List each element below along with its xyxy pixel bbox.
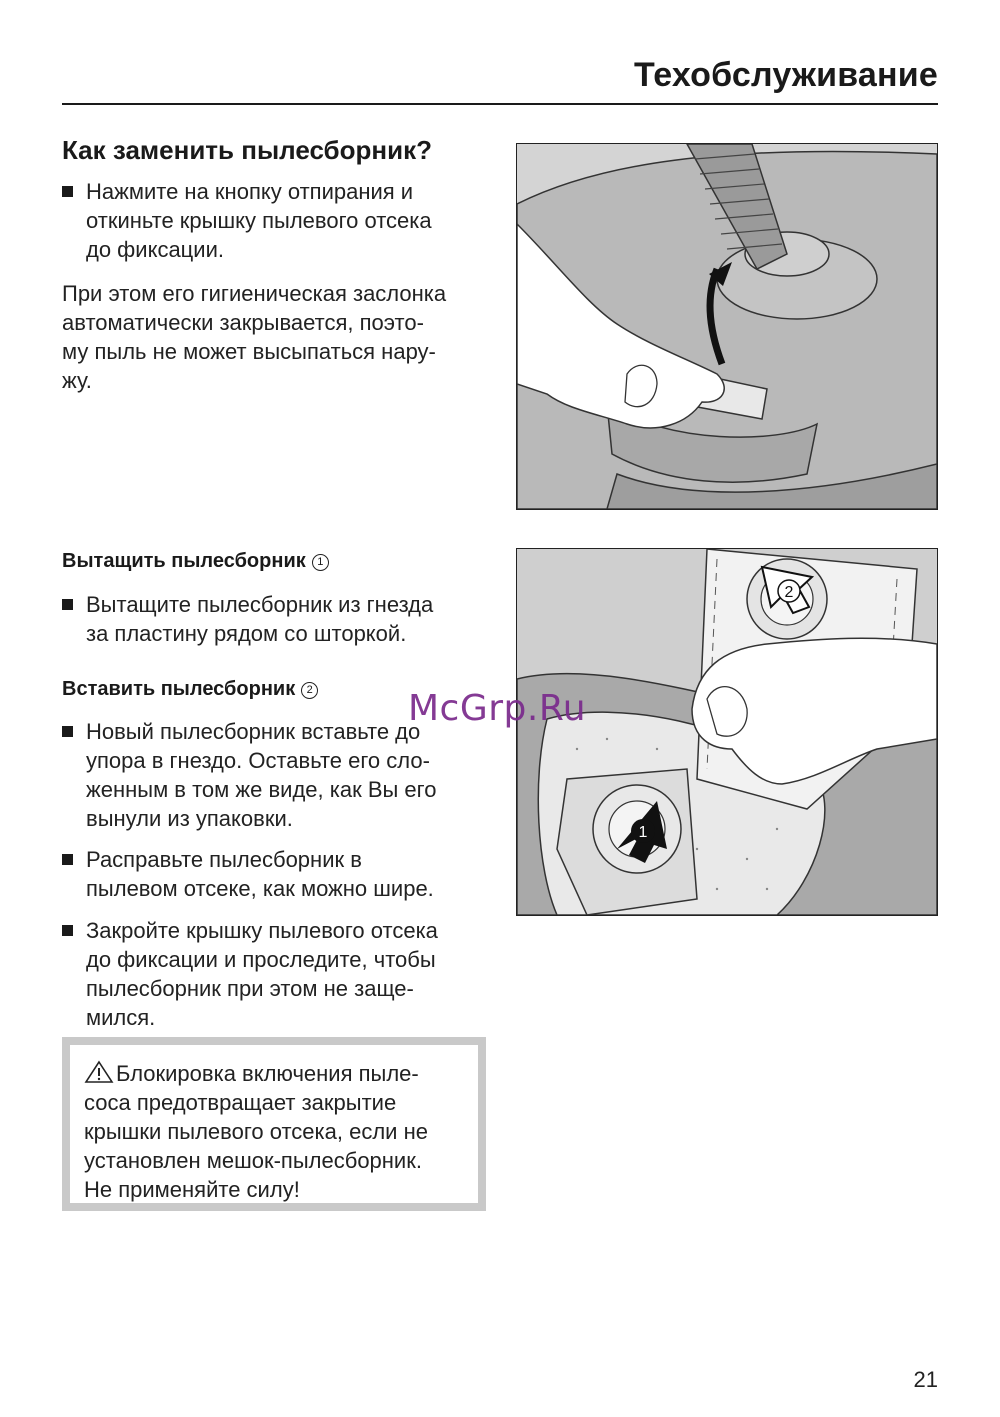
marker-1: 1: [312, 554, 329, 571]
illustration-replace-bag: [516, 548, 938, 916]
step-insert-bag: Новый пылесборник вставьте до упора в гнездо. Оставьте его сло- женным в том же виде, как Вы его вынули из упаковки.: [62, 717, 492, 833]
bullet-square-icon: [62, 186, 73, 197]
note-hygiene-flap: При этом его гигиеническая заслонка автоматически закрывается, поэто- му пыль не может высыпаться нару- жу.: [62, 281, 447, 393]
insert-bag-heading: Вставить пылесборник 2: [62, 678, 318, 701]
watermark: McGrp.Ru: [408, 688, 587, 729]
bullet-square-icon: [62, 726, 73, 737]
header-divider: [62, 103, 938, 105]
bullet-square-icon: [62, 925, 73, 936]
step-spread-bag: Расправьте пылесборник в пылевом отсеке, как можно шире.: [62, 845, 492, 903]
warning-box: Блокировка включения пыле- соса предотвращает закрытие крышки пылевого отсека, если не установлен мешок-пылесборник. Не применяйте силу!: [62, 1037, 486, 1211]
figure-label-1: 1: [638, 824, 648, 841]
step-open-lid: Нажмите на кнопку отпирания и откиньте крышку пылевого отсека до фиксации.: [62, 177, 492, 264]
marker-2: 2: [301, 682, 318, 699]
warning-triangle-icon: [84, 1060, 114, 1084]
page-header-title: Техобслуживание: [633, 56, 938, 94]
section-title: Как заменить пылесборник?: [62, 135, 432, 165]
remove-bag-heading: Вытащить пылесборник 1: [62, 550, 329, 573]
bullet-square-icon: [62, 854, 73, 865]
page-number: 21: [913, 1367, 938, 1392]
figure-label-2: 2: [784, 584, 794, 601]
illustration-open-lid: [516, 143, 938, 510]
step-remove-bag: Вытащите пылесборник из гнезда за пластину рядом со шторкой.: [62, 590, 492, 648]
bullet-square-icon: [62, 599, 73, 610]
step-close-lid: Закройте крышку пылевого отсека до фиксации и проследите, чтобы пылесборник при этом не заще- мился.: [62, 916, 492, 1032]
